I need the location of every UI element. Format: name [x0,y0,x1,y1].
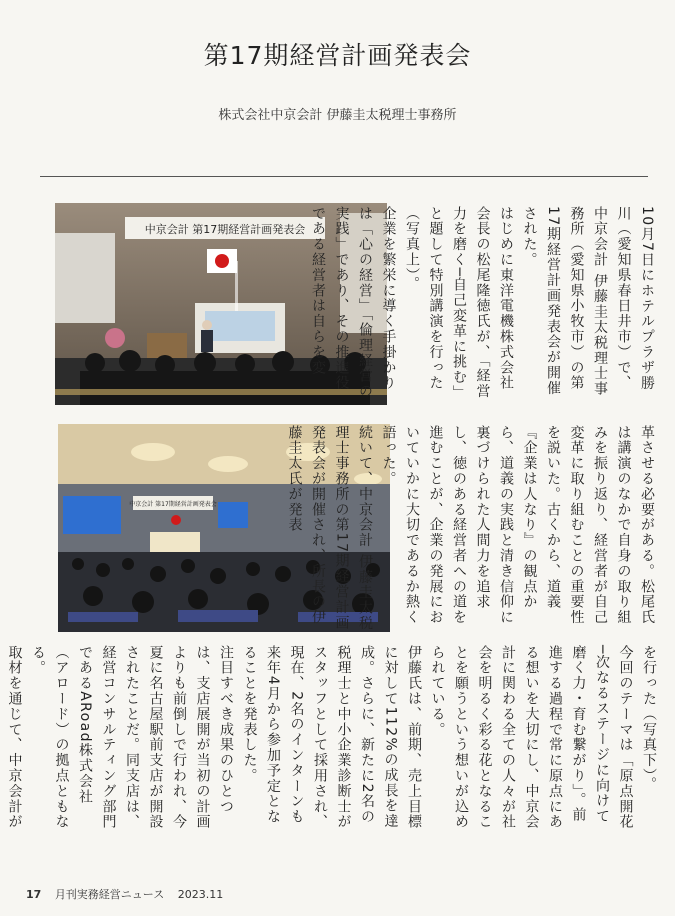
article-body-block-3 [6,645,660,835]
paragraph: 続いて、中京会計 伊藤圭太税理士事務所の第17期経営計画発表会が開催され、所長の伊藤圭太氏が発表 [286,425,373,632]
article-author: 株式会社中京会計 伊藤圭太税理士事務所 [218,108,457,123]
paragraph: 企業を繁栄に導く手掛かりは「心の経営」「倫理経営の実践」であり、その推進役である経営者は自らを変 [310,206,397,400]
ballroom-banner: 中京会計 第17期経営計画発表会 [129,501,217,508]
publication-name: 月刊実務経営ニュース [54,888,165,901]
paragraph: 注目すべき成果のひとつは、支店展開が当初の計画よりも前倒しで行われ、今夏に名古屋駅前支店が開設されたことだ。同支店は、経営コンサルティング部門であるARoad株式会社（アロード）の拠点ともなる。 [30,645,234,830]
page-number: 17 [26,888,42,901]
article-body-block-2 [286,425,658,635]
article-body-block-1 [310,206,658,406]
paragraph: 10月7日にホテルプラザ勝川（愛知県春日井市）で、中京会計 伊藤圭太税理士事務所（愛知県小牧市）の第17期経営計画発表会が開催された。 [521,206,655,397]
paragraph: 取材を通じて、中京会計が [6,645,23,830]
header-divider [40,176,648,177]
paragraph: はじめに東洋電機株式会社会長の松尾隆徳氏が、「経営力を磨く─自己変革に挑む」と題して特別講演を行った（写真上）。 [404,206,514,401]
paragraph: 伊藤氏は、前期、売上目標に対して112%の成長を達成。さらに、新たに2名の税理士と中小企業診断士がスタッフとして採用され、現在、2名のインターンも来年4月から参加予定となることを発表した。 [241,645,422,830]
page-footer [26,886,223,902]
paragraph: を行った（写真下）。 [641,645,657,792]
lecture-banner: 中京会計 第17期経営計画発表会 [144,223,306,236]
paragraph: 革させる必要がある。松尾氏は講演のなかで自身の取り組みを振り返り、経営者が自己変革に取り組むことの重要性を説いた。古くから、道義『企業は人なり』の観点から、道義の実践と清き信仰に裏づけられた人間力を追求し、徳のある経営者への道を進むことが、企業の発展においていかに大切であるか熱く語った。 [380,425,655,626]
paragraph: 今回のテーマは「原点開花─次なるステージに向けて磨く力・育む繋がり」。前進する過程で常に原点にある想いを大切にし、中京会計に関わる全ての人々が社会を明るく彩る花となることを願うという想いが込められている。 [429,645,634,830]
article-title: 第17期経営計画発表会 [203,41,472,70]
issue-date: 2023.11 [177,888,224,901]
